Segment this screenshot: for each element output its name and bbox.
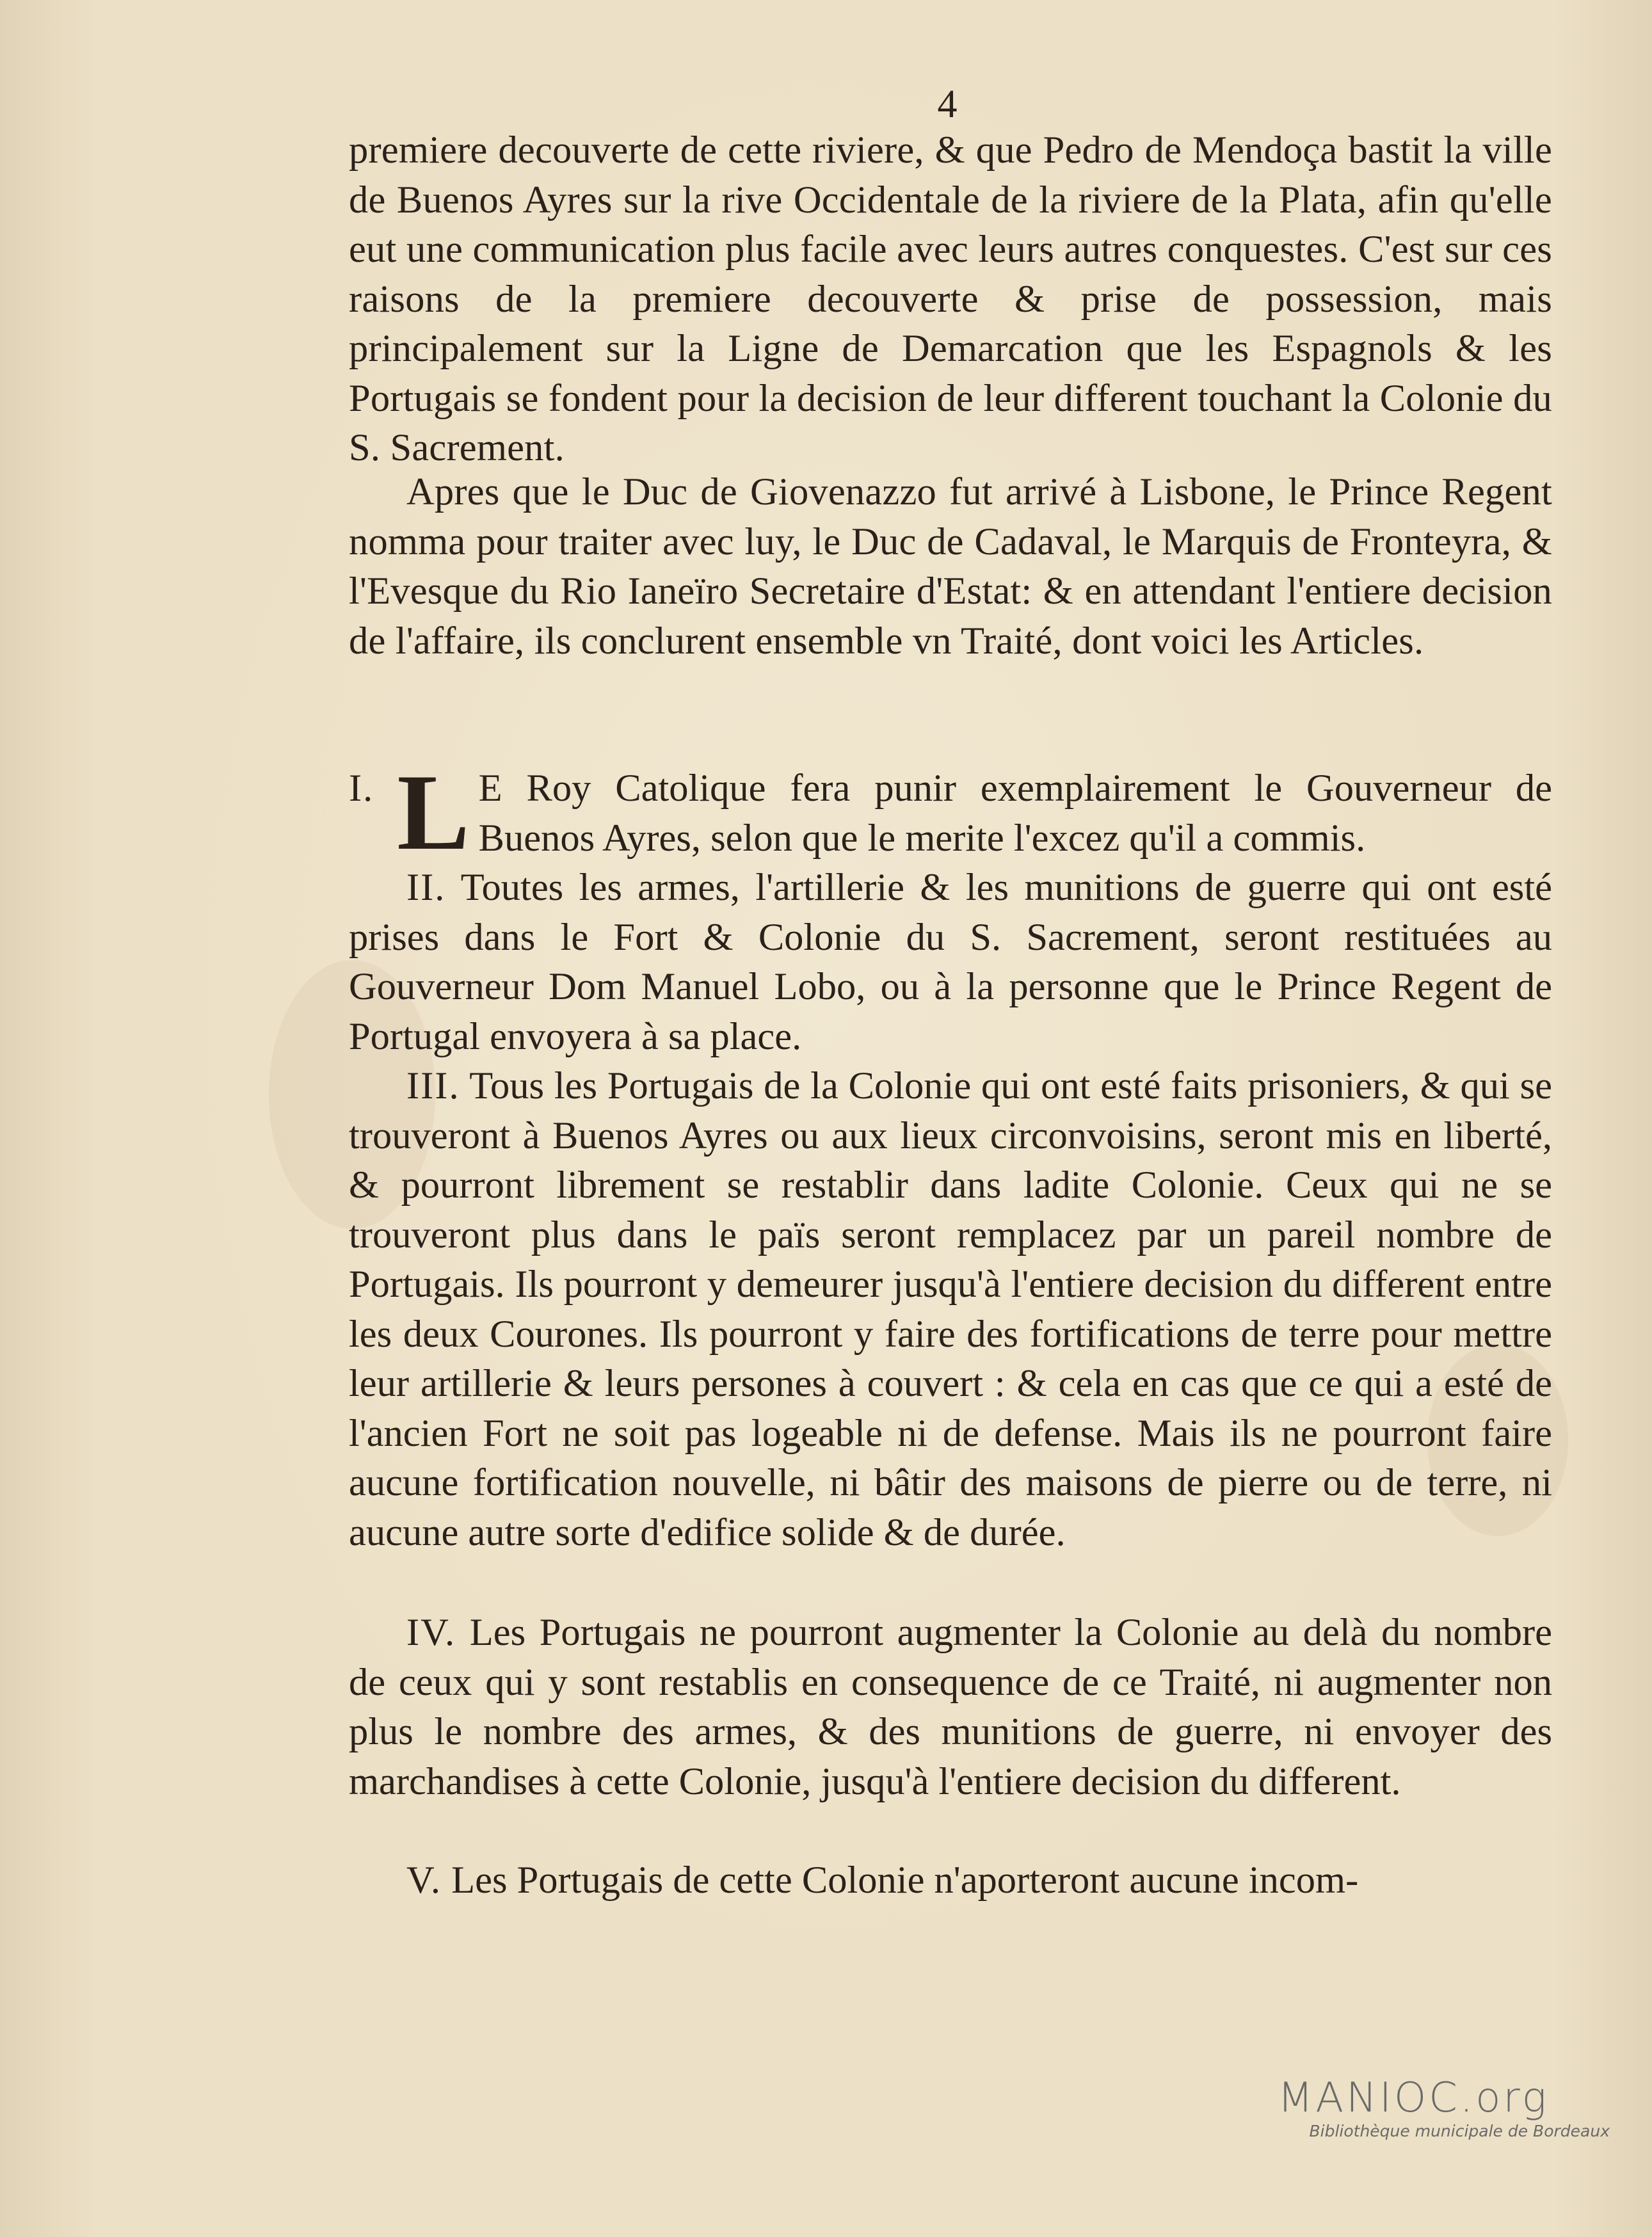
drop-cap: L — [397, 752, 470, 872]
article-5 — [349, 1856, 1552, 1905]
article-4-text: Les Portugais ne pourront augmenter la Colonie au delà du nombre de ceux qui y sont restablis en consequence de ce Traité, ni augmenter non plus le nombre des armes, & des munitions de guerre, ni envoyer des marchandises à cette Colonie, jusqu'à l'entiere decision du different. — [349, 1611, 1553, 1803]
page-number: 4 — [937, 83, 958, 126]
article-2-text: Toutes les armes, l'artillerie & les munitions de guerre qui ont esté prises dans le Fort & Colonie du S. Sacrement, seront restituées au Gouverneur Dom Manuel Lobo, ou à la personne que le Prince Regent de Portugal envoyera à sa place. — [349, 866, 1552, 1058]
watermark-logo: MANIOC.org — [1278, 2074, 1549, 2122]
intro-paragraph-1: premiere decouverte de cette riviere, & que Pedro de Mendoça bastit la ville de Buenos Ayres sur la rive Occidentale de la riviere de la Plata, afin qu'elle eut une communication plus facile avec leurs autres conquestes. C'est sur ces raisons de la premiere decouverte & prise de possession, mais principalement sur la Ligne de Demarcation que les Espagnols & les Portugais se fondent pour la decision de leur different touchant la Colonie du S. Sacrement. — [349, 129, 1552, 469]
article-2 — [349, 863, 1552, 1061]
article-5-text: Les Portugais de cette Colonie n'aporteront aucune incom- — [451, 1859, 1359, 1902]
article-4-number: IV. — [406, 1611, 456, 1654]
watermark — [1277, 2076, 1623, 2142]
article-2-number: II. — [406, 866, 446, 909]
article-3-text: Tous les Portugais de la Colonie qui ont esté faits prisoniers, & qui se trouveront à Buenos Ayres ou aux lieux circonvoisins, seront mis en liberté, & pourront librement se restablir dans ladite Colonie. Ceux qui ne se trouveront plus dans le païs seront remplacez par un pareil nombre de Portugais. Ils pourront y demeurer jusqu'à l'entiere decision du different entre les deux Courones. Ils pourront y faire des fortifications de terre pour mettre leur artillerie & leurs persones à couvert : & cela en cas que ce qui a esté de l'ancien Fort ne soit pas logeable ni de defense. Mais ils ne pourront faire aucune fortification nouvelle, ni bâtir des maisons de pierre ou de terre, ni aucune autre sorte d'edifice solide & de durée. — [349, 1064, 1552, 1554]
article-1-text: E Roy Catolique fera punir exemplairement le Gouverneur de Buenos Ayres, selon que le merite l'excez qu'il a commis. — [478, 767, 1552, 860]
intro-paragraph-2: Apres que le Duc de Giovenazzo fut arrivé à Lisbone, le Prince Regent nomma pour traiter avec luy, le Duc de Cadaval, le Marquis de Fronteyra, & l'Evesque du Rio Ianeïro Secretaire d'Estat: & en attendant l'entiere decision de l'affaire, ils conclurent ensemble vn Traité, dont voici les Articles. — [349, 470, 1552, 662]
article-1-number: I. — [349, 767, 374, 810]
article-1 — [349, 752, 1552, 872]
watermark-subtitle: Bibliothèque municipale de Bordeaux — [1309, 2122, 1610, 2140]
article-3 — [349, 1061, 1552, 1557]
article-5-number: V. — [406, 1859, 442, 1902]
article-4 — [349, 1608, 1552, 1806]
article-3-number: III. — [406, 1064, 460, 1107]
